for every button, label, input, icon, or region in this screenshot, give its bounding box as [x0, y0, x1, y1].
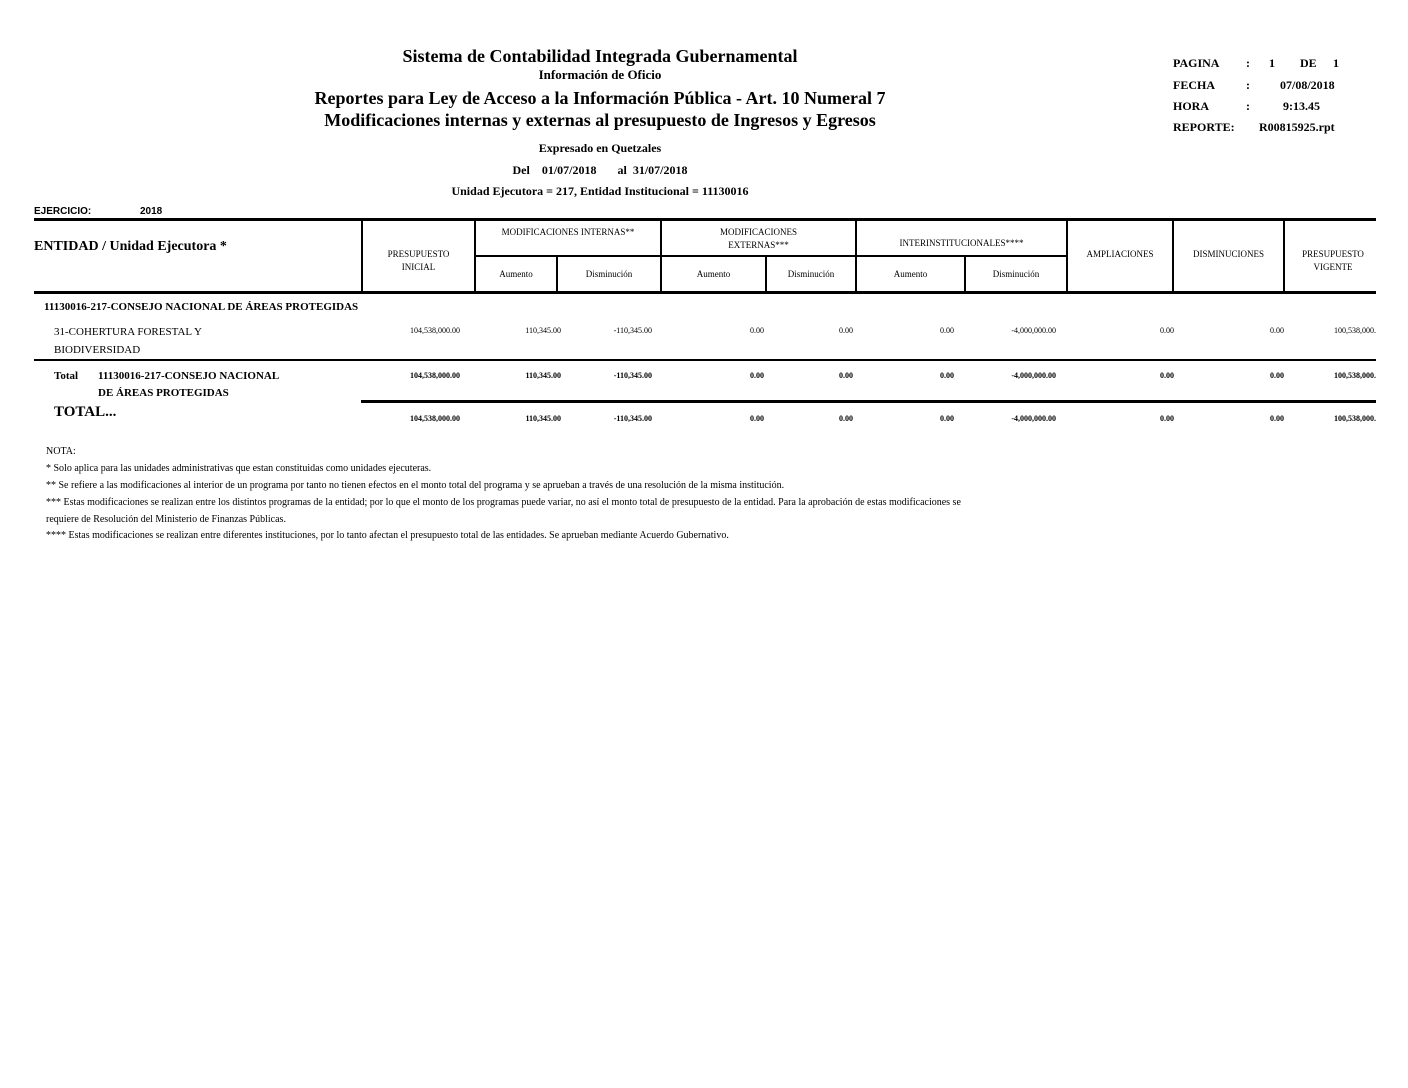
reporte-label: REPORTE:: [1173, 120, 1235, 134]
ampliaciones-value: 0.00: [1160, 326, 1174, 335]
internas-disminucion-value: -110,345.00: [613, 414, 652, 423]
entity-name: 11130016-217-CONSEJO NACIONAL DE ÁREAS PROTEGIDAS: [44, 301, 359, 313]
inter-aumento-value: 0.00: [940, 414, 954, 423]
internas-disminucion-header: Disminución: [585, 269, 633, 279]
fecha-value: 07/08/2018: [1280, 78, 1335, 92]
pagina-value: 1: [1269, 56, 1275, 70]
period-al-label: al: [617, 163, 627, 177]
externas-aumento-value: 0.00: [750, 414, 764, 423]
total-name-line1: 11130016-217-CONSEJO NACIONAL: [98, 370, 280, 382]
ampliaciones-value: 0.00: [1160, 371, 1174, 380]
inter-disminucion-value: -4,000,000.00: [1011, 371, 1056, 380]
total-bottom-rule: [361, 400, 1376, 403]
externas-aumento-value: 0.00: [750, 326, 764, 335]
ejercicio-value: 2018: [140, 206, 163, 217]
pagina-label: PAGINA: [1173, 56, 1220, 70]
internas-aumento-header: Aumento: [499, 269, 533, 279]
period-to: 31/07/2018: [632, 163, 688, 177]
header-top-rule: [34, 218, 1376, 221]
fecha-label: FECHA: [1173, 78, 1215, 92]
inter-disminucion-header: Disminución: [992, 269, 1040, 279]
presupuesto-inicial-header: [363, 248, 474, 274]
note-3a: *** Estas modificaciones se realizan entre los distintos programas de la entidad; por lo que el monto de los programas puede variar, no así el monto total de presupuesto de la entidad. Para la aprobación de estas modificaciones se: [46, 497, 961, 508]
grand-total-label: TOTAL...: [54, 404, 117, 420]
fecha-sep: :: [1246, 78, 1250, 92]
reporte-value: R00815925.rpt: [1259, 120, 1335, 134]
header-line: PRESUPUESTO: [1302, 249, 1364, 259]
period-from: 01/07/2018: [541, 163, 597, 177]
externas-disminucion-value: 0.00: [839, 371, 853, 380]
presupuesto-vigente-value: 100,538,000.: [1334, 414, 1376, 423]
externas-disminucion-header: Disminución: [787, 269, 835, 279]
unit-line: Unidad Ejecutora = 217, Entidad Institucional = 11130016: [451, 184, 749, 198]
inter-disminucion-value: -4,000,000.00: [1011, 326, 1056, 335]
de-value: 1: [1333, 56, 1339, 70]
system-title: Sistema de Contabilidad Integrada Gubernamental: [402, 46, 798, 66]
header-line: PRESUPUESTO: [387, 249, 450, 259]
presupuesto-inicial-value: 104,538,000.00: [410, 371, 460, 380]
period-del-label: Del: [512, 163, 530, 177]
disminuciones-value: 0.00: [1270, 326, 1284, 335]
ejercicio-label: EJERCICIO:: [34, 206, 92, 217]
note-4: **** Estas modificaciones se realizan entre diferentes instituciones, por lo tanto afectan el presupuesto total de las entidades. Se aprueban mediante Acuerdo Gubernativo.: [46, 530, 729, 541]
program-name-line1: 31-COHERTURA FORESTAL Y: [54, 326, 202, 338]
col-sep: [855, 220, 857, 293]
detail-bottom-rule: [34, 359, 1376, 361]
de-label: DE: [1300, 56, 1317, 70]
note-1: * Solo aplica para las unidades administrativas que estan constituidas como unidades ejecuteras.: [46, 463, 432, 474]
header-line: INICIAL: [401, 262, 436, 272]
presupuesto-vigente-header: [1285, 248, 1381, 274]
header-line: VIGENTE: [1313, 262, 1353, 272]
disminuciones-value: 0.00: [1270, 371, 1284, 380]
presupuesto-vigente-value: 100,538,000.: [1334, 326, 1376, 335]
presupuesto-inicial-value: 104,538,000.00: [410, 326, 460, 335]
ampliaciones-value: 0.00: [1160, 414, 1174, 423]
disminuciones-value: 0.00: [1270, 414, 1284, 423]
header-line: MODIFICACIONES: [719, 227, 797, 237]
hora-value: 9:13.45: [1283, 99, 1320, 113]
currency-note: Expresado en Quetzales: [538, 141, 662, 155]
internas-aumento-value: 110,345.00: [525, 414, 561, 423]
inter-aumento-header: Aumento: [893, 269, 928, 279]
presupuesto-vigente-value: 100,538,000.: [1334, 371, 1376, 380]
period-line: [400, 163, 800, 178]
internas-disminucion-value: -110,345.00: [613, 326, 652, 335]
hora-sep: :: [1246, 99, 1250, 113]
internas-aumento-value: 110,345.00: [525, 371, 561, 380]
internas-disminucion-value: -110,345.00: [613, 371, 652, 380]
total-name-line2: DE ÁREAS PROTEGIDAS: [98, 387, 229, 399]
presupuesto-inicial-value: 104,538,000.00: [410, 414, 460, 423]
mod-internas-header: MODIFICACIONES INTERNAS**: [501, 227, 635, 237]
mod-externas-header: [662, 226, 855, 252]
header-line: EXTERNAS***: [728, 240, 789, 250]
inter-disminucion-value: -4,000,000.00: [1011, 414, 1056, 423]
inter-aumento-value: 0.00: [940, 371, 954, 380]
externas-disminucion-value: 0.00: [839, 414, 853, 423]
internas-aumento-value: 110,345.00: [525, 326, 561, 335]
header-mid-rule: [474, 255, 1067, 257]
pagina-sep: :: [1246, 56, 1250, 70]
disminuciones-header: DISMINUCIONES: [1192, 249, 1264, 259]
program-name-line2: BIODIVERSIDAD: [54, 344, 141, 356]
note-2: ** Se refiere a las modificaciones al interior de un programa por tanto no tienen efectos en el monto total del programa y se aprueban a través de una resolución de la misma institución.: [46, 480, 785, 491]
header-bottom-rule: [34, 291, 1376, 294]
entidad-column-header: ENTIDAD / Unidad Ejecutora *: [34, 239, 227, 254]
report-title: Reportes para Ley de Acceso a la Información Pública - Art. 10 Numeral 7: [314, 88, 886, 108]
inter-aumento-value: 0.00: [940, 326, 954, 335]
total-label: Total: [54, 370, 79, 382]
hora-label: HORA: [1173, 99, 1209, 113]
interinstitucionales-header: INTERINSTITUCIONALES****: [899, 238, 1024, 248]
report-subtitle: Modificaciones internas y externas al presupuesto de Ingresos y Egresos: [324, 110, 876, 130]
ampliaciones-header: AMPLIACIONES: [1086, 249, 1154, 259]
externas-aumento-value: 0.00: [750, 371, 764, 380]
note-3b: requiere de Resolución del Ministerio de Finanzas Públicas.: [46, 514, 286, 525]
externas-aumento-header: Aumento: [696, 269, 731, 279]
system-subtitle: Información de Oficio: [538, 67, 662, 82]
notes-title: NOTA:: [46, 446, 76, 457]
externas-disminucion-value: 0.00: [839, 326, 853, 335]
